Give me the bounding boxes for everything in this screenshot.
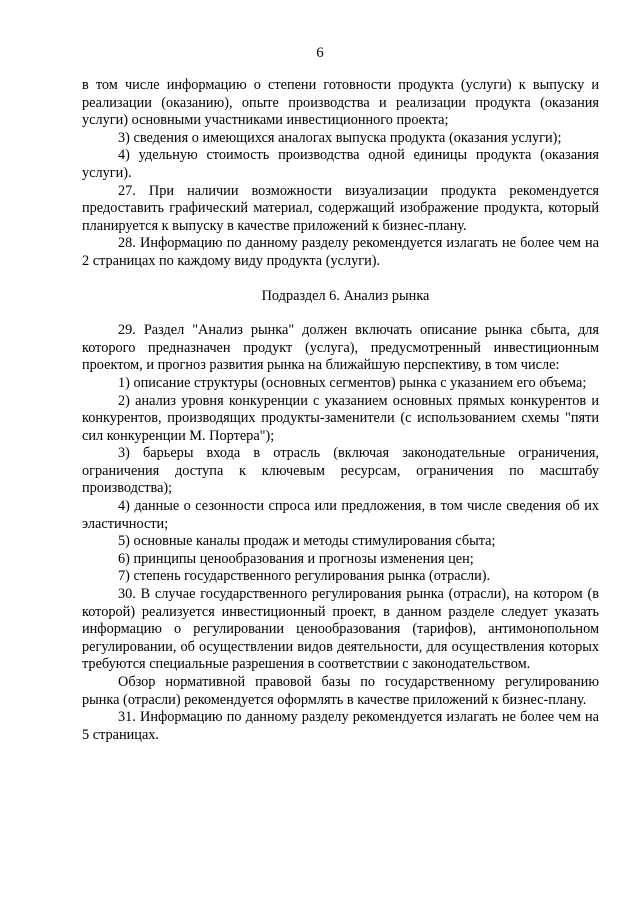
list-item: 4) данные о сезонности спроса или предложения, в том числе сведения об их эластичности; (82, 498, 599, 532)
paragraph: 31. Информацию по данному разделу рекомендуется излагать не более чем на 5 страницах. (82, 709, 599, 743)
paragraph: 30. В случае государственного регулирования рынка (отрасли), на котором (в которой) реализуется инвестиционный проект, в данном разделе следует указать информацию о регулировании ценообразования (тарифов), антимонопольном регулировании, об осуществлении видов деятельности, для осуществления которых требуются специальные разрешения в соответствии с законодательством. (82, 586, 599, 673)
paragraph: 29. Раздел "Анализ рынка" должен включать описание рынка сбыта, для которого предназначен продукт (услуга), предусмотренный инвестиционным проектом, и прогноз развития рынка на ближайшую перспективу, в том числе: (82, 322, 599, 374)
paragraph: 27. При наличии возможности визуализации продукта рекомендуется предоставить графический материал, содержащий изображение продукта, который планируется к выпуску в качестве приложений к бизнес-плану. (82, 182, 599, 234)
paragraph: Обзор нормативной правовой базы по государственному регулированию рынка (отрасли) рекомендуется оформлять в качестве приложений к бизнес-плану. (82, 674, 599, 708)
page-number: 6 (316, 45, 324, 61)
list-item: 2) анализ уровня конкуренции с указанием основных прямых конкурентов и конкурентов, производящих продукты-заменители (с использованием схемы "пяти сил конкуренции М. Портера"); (82, 392, 599, 444)
list-item: 5) основные каналы продаж и методы стимулирования сбыта; (118, 533, 496, 550)
list-item: 6) принципы ценообразования и прогнозы изменения цен; (118, 550, 474, 567)
document-body (82, 77, 599, 744)
list-item: 7) степень государственного регулирования рынка (отрасли). (118, 568, 491, 585)
list-item: 3) сведения о имеющихся аналогах выпуска продукта (оказания услуги); (118, 129, 562, 146)
paragraph: в том числе информацию о степени готовности продукта (услуги) к выпуску и реализации (оказанию), опыте производства и реализации продукта (оказания услуги) основными участниками инвестиционного проекта; (82, 77, 599, 129)
list-item: 3) барьеры входа в отрасль (включая законодательные ограничения, ограничения доступа к ключевым ресурсам, ограничения по масштабу производства); (82, 445, 599, 497)
section-heading: Подраздел 6. Анализ рынка (261, 287, 430, 304)
list-item: 1) описание структуры (основных сегментов) рынка с указанием его объема; (118, 374, 587, 391)
paragraph: 28. Информацию по данному разделу рекомендуется излагать не более чем на 2 страницах по каждому виду продукта (услуги). (82, 235, 599, 269)
list-item: 4) удельную стоимость производства одной единицы продукта (оказания услуги). (82, 147, 599, 181)
